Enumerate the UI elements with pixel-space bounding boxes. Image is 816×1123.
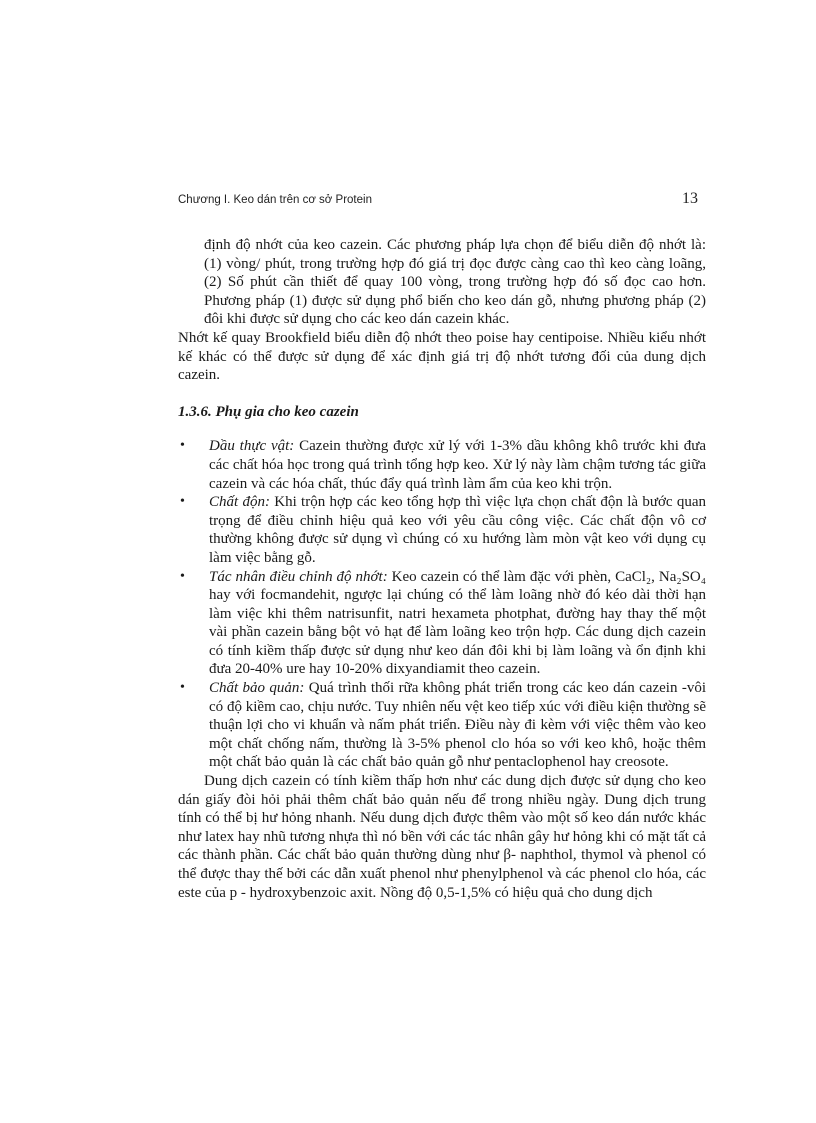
page-number: 13 <box>682 190 698 207</box>
bullet-text: Cazein thường được xử lý với 1-3% dầu không khô trước khi đưa các chất hóa học trong quá trình tổng hợp keo. Xử lý này làm chậm tương tác giữa cazein và các hóa chất, thúc đẩy quá trình làm ẩm của keo khi trộn. <box>209 438 706 492</box>
list-item <box>178 437 706 493</box>
section-heading: 1.3.6. Phụ gia cho keo cazein <box>178 403 359 420</box>
bullet-text: Keo cazein có thể làm đặc với phèn, CaCl₂, Na₂SO₄ hay với focmandehit, ngược lại chúng có thể làm loãng nhờ đó kéo dài thời hạn làm việc khi thêm natrisunfit, natri hexameta photphat, đường hay thay thế một vài phần cazein bằng bột vỏ hạt để làm loãng keo trộn hợp. Các dung dịch cazein có tính kiềm thấp được sử dụng như keo dán đôi khi bị làm loãng và ổn định khi đưa 20-40% ure hay 10-20% dixyandiamit theo cazein. <box>209 568 706 678</box>
intro-continued-paragraph: định độ nhớt của keo cazein. Các phương pháp lựa chọn để biểu diễn độ nhớt là: (1) vòng/ phút, trong trường hợp đó giá trị đọc được càng cao thì keo càng loãng, (2) Số phút cần thiết để quay 100 vòng, trong trường hợp đó số đọc cao hơn. Phương pháp (1) được sử dụng phổ biến cho keo dán gỗ, nhưng phương pháp (2) đôi khi được sử dụng cho các keo dán cazein khác. <box>204 237 706 328</box>
closing-paragraph: Dung dịch cazein có tính kiềm thấp hơn như các dung dịch được sử dụng cho keo dán giấy đòi hỏi phải thêm chất bảo quản nếu để trong nhiều ngày. Dung dịch trung tính có thể bị hư hỏng nhanh. Nếu dung dịch được thêm vào một số keo dán nước khác như latex hay nhũ tương nhựa thì nó bền với các tác nhân gây hư hỏng khi có mặt tất cả các thành phần. Các chất bảo quản thường dùng như β- naphthol, thymol và phenol có thể được thay thế bởi các dẫn xuất phenol như phenylphenol và các phenol clo hóa, các este của p - hydroxybenzoic axit. Nồng độ 0,5-1,5% có hiệu quả cho dung dịch <box>178 773 706 901</box>
intro-paragraph: Nhớt kế quay Brookfield biểu diễn độ nhớt theo poise hay centipoise. Nhiều kiểu nhớt kế khác có thể được sử dụng để xác định giá trị độ nhớt tương đối của dung dịch cazein. <box>178 329 706 384</box>
list-item <box>178 568 706 680</box>
list-item <box>178 493 706 567</box>
bullet-term: Chất độn: <box>209 494 270 511</box>
bullet-text: Khi trộn hợp các keo tổng hợp thì việc lựa chọn chất độn là bước quan trọng để điều chỉnh hiệu quả keo với yêu cầu công việc. Các chất độn vô cơ thường không được sử dụng vì chúng có xu hướng làm mòn vật keo với dụng cụ làm việc bằng gỗ. <box>209 494 706 566</box>
chapter-title: Chương I. Keo dán trên cơ sở Protein <box>178 194 372 206</box>
bullet-icon: • <box>180 438 185 454</box>
bullet-icon: • <box>180 680 185 696</box>
bullet-icon: • <box>180 494 185 510</box>
page-body <box>178 236 706 902</box>
bullet-icon: • <box>180 568 185 584</box>
bullet-term: Chất bảo quản: <box>209 680 305 697</box>
page-header <box>178 190 698 208</box>
list-item <box>178 679 706 772</box>
bullet-list <box>178 437 706 772</box>
bullet-term: Tác nhân điều chỉnh độ nhớt: <box>209 568 388 585</box>
bullet-term: Dầu thực vật: <box>209 438 295 455</box>
bullet-text: Quá trình thối rữa không phát triển trong các keo dán cazein -vôi có độ kiềm cao, chịu nước. Tuy nhiên nếu vệt keo tiếp xúc với điều kiện thường sẽ thuận lợi cho vi khuẩn và nấm phát triển. Điều này đi kèm với việc thêm vào keo một chất chống nấm, thường là 3-5% phenol clo hóa so với keo khô, hoặc thêm một chất bảo quản là các chất bảo quản gỗ như pentaclophenol hay creosote. <box>209 680 706 771</box>
